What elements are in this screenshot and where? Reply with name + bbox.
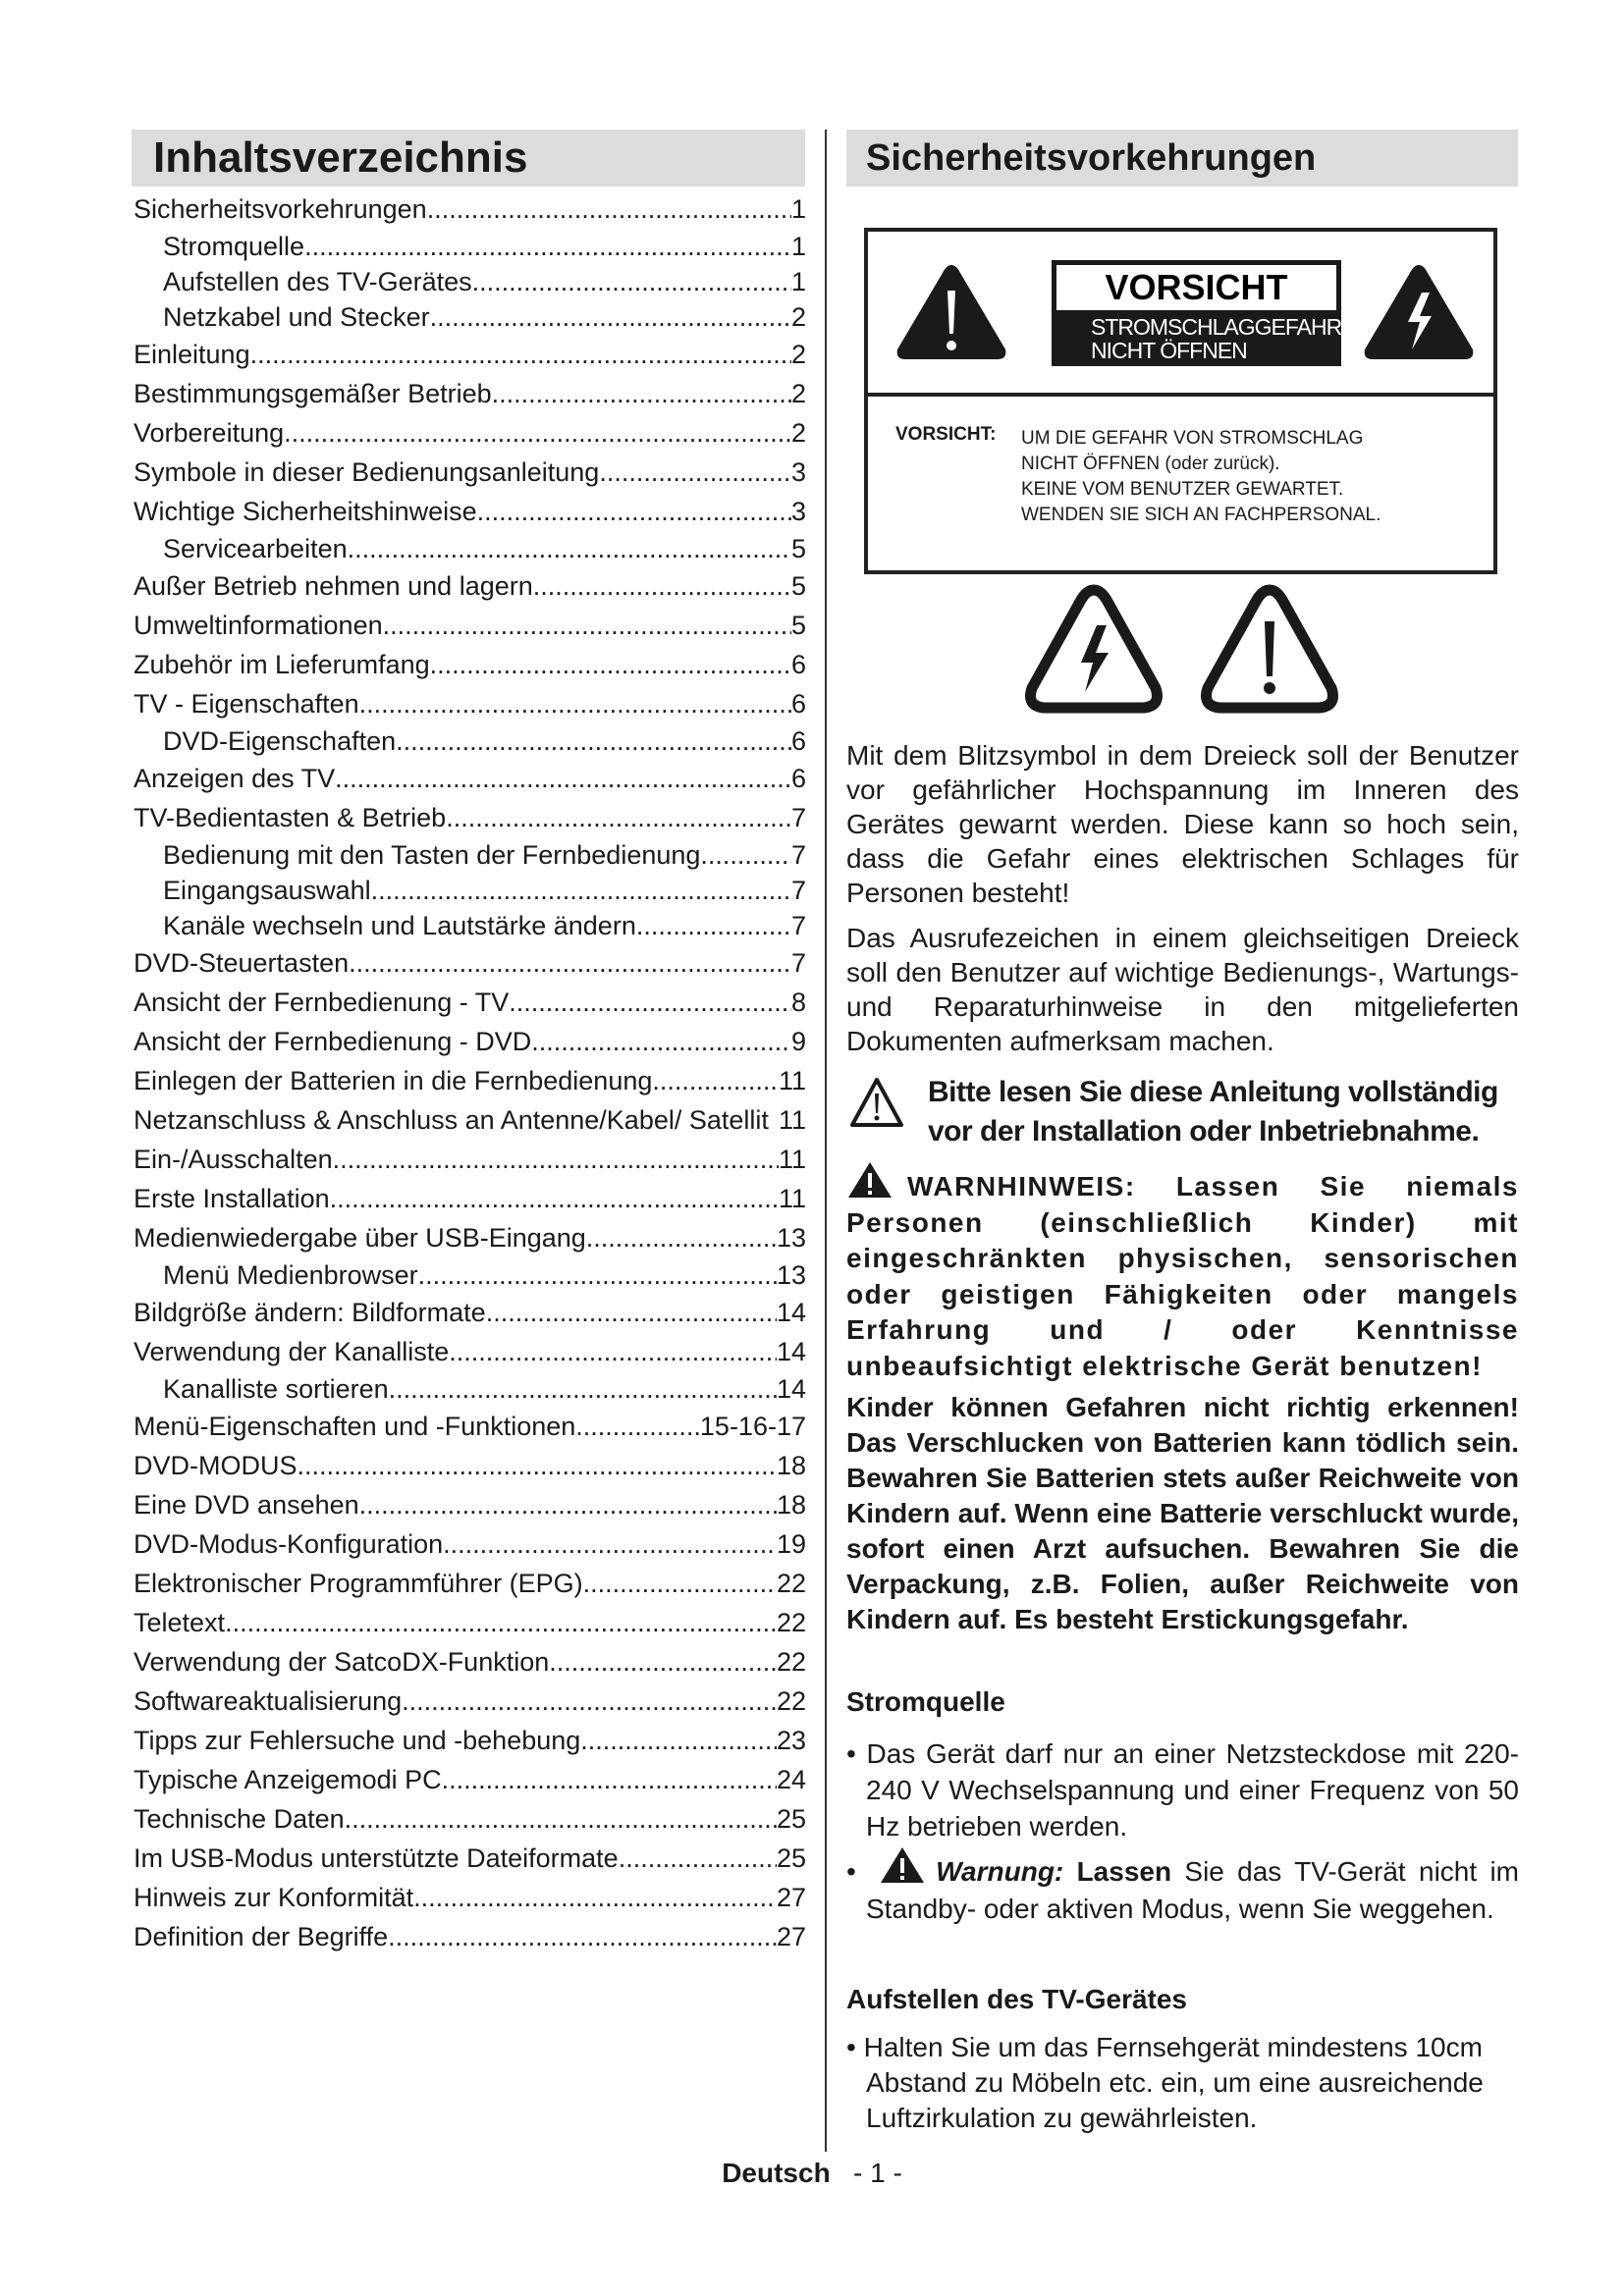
toc-entry-page: 18 xyxy=(776,1451,806,1480)
toc-entry-label: Erste Installation xyxy=(134,1184,330,1213)
toc-entry-page: 1 xyxy=(790,194,806,224)
toc-entry-page: 23 xyxy=(776,1726,806,1755)
toc-entry[interactable] xyxy=(134,837,806,873)
toc-entry[interactable] xyxy=(134,1179,806,1218)
toc-leader xyxy=(652,1061,779,1100)
toc-entry[interactable] xyxy=(134,1218,806,1257)
toc-leader xyxy=(586,1218,777,1257)
toc-entry-label: TV - Eigenschaften xyxy=(134,689,359,719)
toc-entry-page: 22 xyxy=(776,1647,806,1677)
toc-entry[interactable] xyxy=(134,1603,806,1642)
toc-entry[interactable] xyxy=(134,1524,806,1564)
toc-leader xyxy=(477,492,791,531)
toc-entry[interactable] xyxy=(134,229,806,264)
toc-entry-page: 25 xyxy=(776,1804,806,1834)
toc-entry[interactable] xyxy=(134,413,806,453)
toc-entry-label: Typische Anzeigemodi PC xyxy=(134,1765,442,1794)
toc-entry-page: 8 xyxy=(790,988,806,1017)
toc-leader xyxy=(359,684,791,723)
toc-entry-label: Sicherheitsvorkehrungen xyxy=(134,194,427,224)
toc-entry[interactable] xyxy=(134,759,806,798)
toc-leader xyxy=(575,1407,700,1446)
toc-entry-page: 2 xyxy=(790,379,806,408)
toc-entry[interactable] xyxy=(134,1839,806,1878)
box-separator xyxy=(868,393,1493,397)
toc-leader xyxy=(359,1485,777,1524)
toc-entry[interactable] xyxy=(134,1682,806,1721)
toc-entry-page: 9 xyxy=(790,1027,806,1056)
toc-leader xyxy=(580,1721,777,1760)
toc-entry-page: 7 xyxy=(790,803,806,832)
page-number: - 1 - xyxy=(853,2158,902,2188)
footer-language: Deutsch xyxy=(722,2158,831,2188)
toc-entry-page: 19 xyxy=(776,1529,806,1559)
toc-leader xyxy=(619,1839,777,1878)
exclamation-outline-small-icon xyxy=(848,1076,905,1131)
section-title: Sicherheitsvorkehrungen xyxy=(846,130,1518,187)
toc-entry-label: Eingangsauswahl xyxy=(163,876,371,905)
toc-entry-page: 18 xyxy=(776,1490,806,1520)
toc-entry[interactable] xyxy=(134,264,806,299)
toc-entry-page: 3 xyxy=(790,497,806,526)
exclamation-paragraph: Das Ausrufezeichen in einem gleichseitigen Dreieck soll den Benutzer auf wichtige Bedienungs-, Wartungs- und Reparaturhinweise in den mitgelieferten Dokumenten aufmerksam machen. xyxy=(846,923,1519,1056)
toc-entry-page: 11 xyxy=(778,1066,806,1095)
toc-leader xyxy=(427,189,791,229)
toc-entry-label: Außer Betrieb nehmen und lagern xyxy=(134,571,533,601)
toc-leader xyxy=(442,1760,777,1799)
toc-entry-label: Umweltinformationen xyxy=(134,611,383,640)
toc-leader xyxy=(335,759,791,798)
toc-entry-page: 13 xyxy=(776,1260,806,1290)
vorsicht-banner xyxy=(1052,260,1341,366)
toc-leader xyxy=(418,1257,777,1293)
toc-leader xyxy=(330,1179,779,1218)
toc-entry[interactable] xyxy=(134,1061,806,1100)
toc-entry-label: Vorbereitung xyxy=(134,418,285,448)
toc-entry-page: 1 xyxy=(790,267,806,296)
toc-leader xyxy=(298,1446,777,1485)
toc-entry[interactable] xyxy=(134,1140,806,1179)
toc-entry[interactable] xyxy=(134,1564,806,1603)
toc-entry[interactable] xyxy=(134,1799,806,1839)
toc-entry-page: 1 xyxy=(790,232,806,261)
toc-title: Inhaltsverzeichnis xyxy=(132,130,805,187)
standby-warning-bullet: • Warnung: Lassen Sie das TV-Gerät nicht im Standby- oder aktiven Modus, wenn Sie weggehen. xyxy=(846,1845,1519,1928)
toc-leader xyxy=(446,798,791,837)
toc-entry-page: 11 xyxy=(778,1184,806,1213)
toc-leader xyxy=(700,837,791,873)
warning-filled-icon xyxy=(846,1160,893,1200)
toc-entry-label: Ansicht der Fernbedienung - TV xyxy=(134,988,510,1017)
toc-entry-page: 22 xyxy=(776,1569,806,1598)
toc-entry[interactable] xyxy=(134,1485,806,1524)
toc-entry-page: 14 xyxy=(776,1298,806,1327)
toc-entry[interactable] xyxy=(134,1760,806,1799)
toc-entry-label: Einlegen der Batterien in die Fernbedienung xyxy=(134,1066,653,1095)
toc-leader xyxy=(304,229,791,264)
setup-bullet: • Halten Sie um das Fernsehgerät mindestens 10cm Abstand zu Möbeln etc. ein, um eine ausreichende Luftzirkulation zu gewährleisten. xyxy=(846,2032,1484,2133)
toc-leader xyxy=(333,1140,779,1179)
toc-entry[interactable] xyxy=(134,1642,806,1682)
toc-entry-page: 7 xyxy=(790,876,806,905)
toc-entry[interactable] xyxy=(134,566,806,606)
toc-entry[interactable] xyxy=(134,1371,806,1407)
toc-entry-label: Wichtige Sicherheitshinweise xyxy=(134,497,477,526)
toc-entry-label: Medienwiedergabe über USB-Eingang xyxy=(134,1223,586,1253)
toc-entry-page: 7 xyxy=(790,948,806,978)
toc-leader xyxy=(402,1682,777,1721)
banner-title: VORSICHT xyxy=(1056,265,1336,310)
toc-entry[interactable] xyxy=(134,645,806,684)
toc-entry-label: Ansicht der Fernbedienung - DVD xyxy=(134,1027,532,1056)
caution-label: VORSICHT: xyxy=(895,424,997,445)
exclamation-warning-icon xyxy=(893,261,1009,363)
toc-entry-label: Im USB-Modus unterstützte Dateiformate xyxy=(134,1843,619,1873)
toc-entry-page: 6 xyxy=(790,689,806,719)
toc-leader xyxy=(396,723,791,759)
lightning-paragraph: Mit dem Blitzsymbol in dem Dreieck soll der Benutzer vor gefährlicher Hochspannung im Inneren des Gerätes gewarnt werden. Diese kann so hoch sein, dass die Gefahr eines elektrischen Schlages für Personen besteht! xyxy=(846,740,1519,908)
toc-entry-page: 2 xyxy=(790,340,806,369)
toc-entry-label: Netzanschluss & Anschluss an Antenne/Kabel/ Satellit xyxy=(134,1105,769,1135)
toc-entry-page: 2 xyxy=(790,418,806,448)
toc-entry[interactable] xyxy=(134,1407,806,1446)
toc-entry-label: Menü Medienbrowser xyxy=(163,1260,418,1290)
toc-leader xyxy=(509,983,791,1022)
toc-leader xyxy=(531,1022,791,1061)
toc-leader xyxy=(549,1642,777,1682)
toc-entry[interactable] xyxy=(134,374,806,413)
toc-entry-label: Bedienung mit den Tasten der Fernbedienung xyxy=(163,840,701,870)
toc-leader xyxy=(599,453,791,492)
toc-entry-page: 15-16-17 xyxy=(699,1412,806,1441)
toc-entry-page: 25 xyxy=(776,1843,806,1873)
toc-entry[interactable] xyxy=(134,1332,806,1371)
children-warning: Kinder können Gefahren nicht richtig erkennen! Das Verschlucken von Batterien kann tödlich sein. Bewahren Sie Batterien stets außer Reichweite von Kindern auf. Wenn eine Batterie verschluckt wurde, sofort einen Arzt aufsuchen. Bewahren Sie die Verpackung, z.B. Folien, außer Reichweite von Kindern auf. Es besteht Erstickungsgefahr. xyxy=(846,1392,1519,1634)
toc-entry[interactable] xyxy=(134,189,806,229)
toc-entry-label: Kanäle wechseln und Lautstärke ändern xyxy=(163,911,636,940)
warning-paragraph: WARNHINWEIS: Lassen Sie niemals Personen (einschließlich Kinder) mit eingeschränkten physischen, sensorischen oder geistigen Fähigkeiten oder mangels Erfahrung und / oder Kenntnisse unbeaufsichtigt elektrische Gerät benutzen! xyxy=(846,1160,1519,1384)
toc-leader xyxy=(349,943,791,983)
toc-entry[interactable] xyxy=(134,453,806,492)
toc-leader xyxy=(389,1371,777,1407)
toc-leader xyxy=(225,1603,777,1642)
toc-leader xyxy=(486,1293,777,1332)
toc-entry-label: Bestimmungsgemäßer Betrieb xyxy=(134,379,492,408)
toc-entry-page: 5 xyxy=(790,611,806,640)
toc-entry-page: 14 xyxy=(776,1337,806,1366)
toc-entry-label: Verwendung der SatcoDX-Funktion xyxy=(134,1647,550,1677)
toc-leader xyxy=(371,873,791,908)
toc-entry-label: Eine DVD ansehen xyxy=(134,1490,359,1520)
toc-entry-page: 6 xyxy=(790,764,806,793)
toc-entry-label: Anzeigen des TV xyxy=(134,764,336,793)
toc-leader xyxy=(388,1917,777,1956)
toc-entry-page: 24 xyxy=(776,1765,806,1794)
toc-entry[interactable] xyxy=(134,1721,806,1760)
toc-entry-page: 3 xyxy=(790,457,806,487)
toc-entry[interactable] xyxy=(134,1257,806,1293)
toc-entry-label: DVD-Modus-Konfiguration xyxy=(134,1529,444,1559)
toc-entry-label: Aufstellen des TV-Gerätes xyxy=(163,267,472,296)
toc-leader xyxy=(430,645,791,684)
toc-entry-label: Hinweis zur Konformität xyxy=(134,1883,414,1912)
toc-entry-page: 7 xyxy=(790,840,806,870)
toc-entry-label: Bildgröße ändern: Bildformate xyxy=(134,1298,486,1327)
read-manual-notice: Bitte lesen Sie diese Anleitung vollständig vor der Installation oder Inbetriebnahme. xyxy=(928,1076,1498,1148)
toc-leader xyxy=(250,335,791,374)
toc-leader xyxy=(583,1564,777,1603)
toc-entry-label: Zubehör im Lieferumfang xyxy=(134,650,430,679)
toc-entry-label: Kanalliste sortieren xyxy=(163,1374,389,1404)
lightning-outline-icon xyxy=(1024,582,1164,716)
toc-entry-page: 27 xyxy=(776,1922,806,1951)
toc-entry-label: Definition der Begriffe xyxy=(134,1922,389,1951)
toc-leader xyxy=(636,908,791,943)
toc-entry-label: Symbole in dieser Bedienungsanleitung xyxy=(134,457,600,487)
toc-entry-label: Teletext xyxy=(134,1608,226,1637)
toc-entry-page: 14 xyxy=(776,1374,806,1404)
page-footer xyxy=(0,2158,1624,2189)
toc-entry-page: 2 xyxy=(790,302,806,332)
toc-entry-page: 22 xyxy=(776,1686,806,1716)
toc-leader xyxy=(533,566,791,606)
toc-entry[interactable] xyxy=(134,908,806,943)
toc-entry-page: 5 xyxy=(790,571,806,601)
toc-entry-label: DVD-Steuertasten xyxy=(134,948,350,978)
toc-entry[interactable] xyxy=(134,723,806,759)
banner-subtitle: STROMSCHLAGGEFAHR NICHT ÖFFNEN xyxy=(1091,314,1342,363)
toc-entry-label: Elektronischer Programmführer (EPG) xyxy=(134,1569,583,1598)
toc-entry-label: Verwendung der Kanalliste xyxy=(134,1337,450,1366)
toc-entry-page: 6 xyxy=(790,650,806,679)
toc-entry[interactable] xyxy=(134,798,806,837)
table-of-contents xyxy=(134,189,806,1956)
toc-entry[interactable] xyxy=(134,606,806,645)
toc-entry-label: Stromquelle xyxy=(163,232,305,261)
toc-entry-page: 7 xyxy=(790,911,806,940)
toc-leader xyxy=(383,606,791,645)
toc-leader xyxy=(443,1524,777,1564)
exclamation-outline-icon xyxy=(1200,582,1339,716)
toc-entry[interactable] xyxy=(134,1293,806,1332)
toc-entry[interactable] xyxy=(134,335,806,374)
toc-entry-page: 22 xyxy=(776,1608,806,1637)
toc-leader xyxy=(348,531,791,566)
toc-entry-label: Menü-Eigenschaften und -Funktionen xyxy=(134,1412,576,1441)
toc-leader xyxy=(345,1799,777,1839)
toc-entry-page: 11 xyxy=(778,1105,806,1135)
caution-label-box xyxy=(864,228,1497,574)
caution-text: UM DIE GEFAHR VON STROMSCHLAG NICHT ÖFFNEN (oder zurück). KEINE VOM BENUTZER GEWARTET. WENDEN SIE SICH AN FACHPERSONAL. xyxy=(1021,428,1381,525)
lightning-warning-icon xyxy=(1361,261,1477,363)
toc-leader xyxy=(492,374,791,413)
toc-entry-label: Servicearbeiten xyxy=(163,534,348,563)
toc-entry[interactable] xyxy=(134,492,806,531)
toc-entry-page: 27 xyxy=(776,1883,806,1912)
toc-entry-label: DVD-Eigenschaften xyxy=(163,726,397,756)
toc-entry-label: Softwareaktualisierung xyxy=(134,1686,403,1716)
toc-entry-page: 6 xyxy=(790,726,806,756)
toc-entry-label: Tipps zur Fehlersuche und -behebung xyxy=(134,1726,581,1755)
toc-leader xyxy=(430,299,791,335)
toc-entry-page: 5 xyxy=(790,534,806,563)
toc-entry[interactable] xyxy=(134,1100,806,1140)
toc-entry-page: 13 xyxy=(776,1223,806,1253)
toc-entry[interactable] xyxy=(134,684,806,723)
toc-entry-label: Netzkabel und Stecker xyxy=(163,302,430,332)
toc-entry[interactable] xyxy=(134,943,806,983)
toc-entry[interactable] xyxy=(134,1917,806,1956)
column-divider xyxy=(825,130,827,2152)
toc-entry[interactable] xyxy=(134,1446,806,1485)
toc-entry-page: 11 xyxy=(778,1145,806,1174)
toc-entry[interactable] xyxy=(134,873,806,908)
toc-entry[interactable] xyxy=(134,299,806,335)
toc-leader xyxy=(472,264,791,299)
toc-leader xyxy=(284,413,791,453)
toc-entry[interactable] xyxy=(134,1022,806,1061)
toc-entry-label: Technische Daten xyxy=(134,1804,345,1834)
power-bullet: • Das Gerät darf nur an einer Netzsteckdose mit 220-240 V Wechselspannung und einer Frequenz von 50 Hz betrieben werden. xyxy=(846,1738,1519,1842)
warning-filled-icon xyxy=(879,1845,926,1885)
toc-entry[interactable] xyxy=(134,531,806,566)
toc-entry-label: Einleitung xyxy=(134,340,250,369)
toc-leader xyxy=(413,1878,777,1917)
toc-entry[interactable] xyxy=(134,1878,806,1917)
toc-leader xyxy=(449,1332,777,1371)
toc-entry[interactable] xyxy=(134,983,806,1022)
toc-entry-label: DVD-MODUS xyxy=(134,1451,298,1480)
power-heading: Stromquelle xyxy=(846,1686,1005,1717)
setup-heading: Aufstellen des TV-Gerätes xyxy=(846,1984,1188,2014)
toc-entry-label: TV-Bedientasten & Betrieb xyxy=(134,803,447,832)
toc-entry-label: Ein-/Ausschalten xyxy=(134,1145,333,1174)
